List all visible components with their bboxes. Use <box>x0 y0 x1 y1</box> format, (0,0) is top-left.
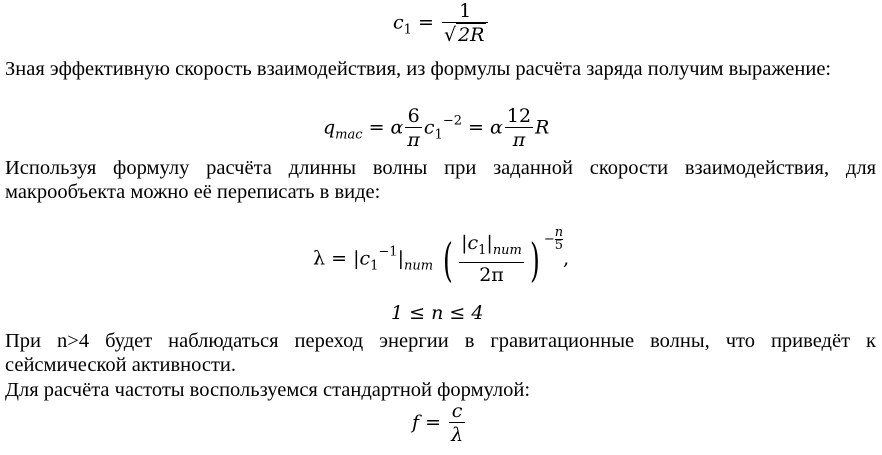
formula-qmac-fraction-1-num: 6 <box>407 105 420 127</box>
formula-qmac-c-sub: 1 <box>434 127 443 143</box>
formula-lambda-exponent <box>543 224 564 253</box>
formula-f-denominator: λ <box>451 424 464 446</box>
formula-qmac-c-sup: −2 <box>442 113 462 129</box>
formula-qmac-r: R <box>535 116 550 139</box>
formula-lambda-equals: = <box>331 247 348 270</box>
formula-c1-lhs-sub: 1 <box>403 22 412 38</box>
formula-lambda-exp-den: 5 <box>554 237 564 253</box>
formula-c1-equals: = <box>417 11 434 34</box>
formula-lambda-num-sub: num <box>403 258 434 274</box>
formula-qmac-lhs-sub: mac <box>335 127 363 143</box>
formula-lambda-fraction-den: 2π <box>459 262 524 287</box>
formula-qmac <box>323 105 549 152</box>
formula-qmac-fraction-2-den: π <box>505 127 533 152</box>
formula-lambda-abs-open: | <box>353 247 360 270</box>
formula-lambda-c-sub: 1 <box>370 258 379 274</box>
formula-c1-fraction <box>442 0 489 47</box>
formula-qmac-fraction-1-den: π <box>407 129 420 151</box>
formula-lambda-trailing-comma: , <box>563 247 570 270</box>
formula-f-numerator: c <box>451 400 463 422</box>
formula-lambda-frac-abs-close: | <box>486 232 493 254</box>
formula-lambda-exp-fraction <box>554 224 564 253</box>
formula-lambda <box>313 224 570 287</box>
formula-qmac-alpha-1: α <box>390 116 404 139</box>
formula-frequency <box>412 400 467 447</box>
paragraph-frequency-intro: Для расчёта частоты воспользуемся стандартной формулой: <box>5 379 531 401</box>
formula-f-equals: = <box>425 411 442 434</box>
formula-lambda-paren-open: ( <box>443 232 454 287</box>
formula-qmac-c: c <box>423 116 435 139</box>
formula-lambda-frac-c-sub: 1 <box>478 243 487 258</box>
formula-lambda-fraction <box>459 232 524 287</box>
formula-f-lhs: f <box>412 411 420 434</box>
formula-lambda-paren-close: ) <box>529 232 540 287</box>
formula-lambda-abs-close: | <box>397 247 404 270</box>
formula-lambda-frac-c: c <box>467 232 479 254</box>
formula-lambda-exp-sign: − <box>543 231 555 247</box>
formula-lambda-fraction-num <box>459 232 524 262</box>
formula-qmac-fraction-1 <box>405 105 422 152</box>
formula-f-fraction <box>449 400 465 447</box>
formula-range: 1 ≤ n ≤ 4 <box>391 302 484 324</box>
formula-lambda-c: c <box>359 247 371 270</box>
formula-qmac-equals-1: = <box>368 116 385 139</box>
formula-lambda-c-sup: −1 <box>378 244 398 260</box>
formula-lambda-frac-num-sub: num <box>492 243 522 258</box>
paragraph-effective-speed: Зная эффективную скорость взаимодействия, из формулы расчёта заряда получим выражение: <box>5 58 832 80</box>
formula-c1-lhs: c <box>393 11 404 34</box>
formula-lambda-lhs: λ <box>313 247 326 270</box>
formula-qmac-fraction-2 <box>505 105 533 152</box>
sqrt-symbol: √ <box>443 24 457 46</box>
formula-c1 <box>393 0 490 47</box>
paragraph-gravitational-waves: При n>4 будет наблюдаться переход энергии в гравитационные волны, что приведёт к сейсмической активности. <box>5 330 876 376</box>
paragraph-wavelength-intro: Используя формулу расчёта длинны волны при заданной скорости взаимодействия, для макрообъекта можно её переписать в виде: <box>5 157 876 203</box>
formula-lambda-exp-num: n <box>554 224 564 240</box>
formula-c1-numerator: 1 <box>459 0 472 22</box>
formula-qmac-equals-2: = <box>468 116 484 139</box>
formula-qmac-lhs: q <box>323 116 336 139</box>
formula-lambda-frac-abs-open: | <box>461 232 468 254</box>
formula-qmac-fraction-2-num: 12 <box>506 105 532 127</box>
formula-c1-denominator <box>442 22 489 47</box>
formula-qmac-alpha-2: α <box>490 116 503 139</box>
formula-c1-radicand: 2R <box>458 24 485 46</box>
